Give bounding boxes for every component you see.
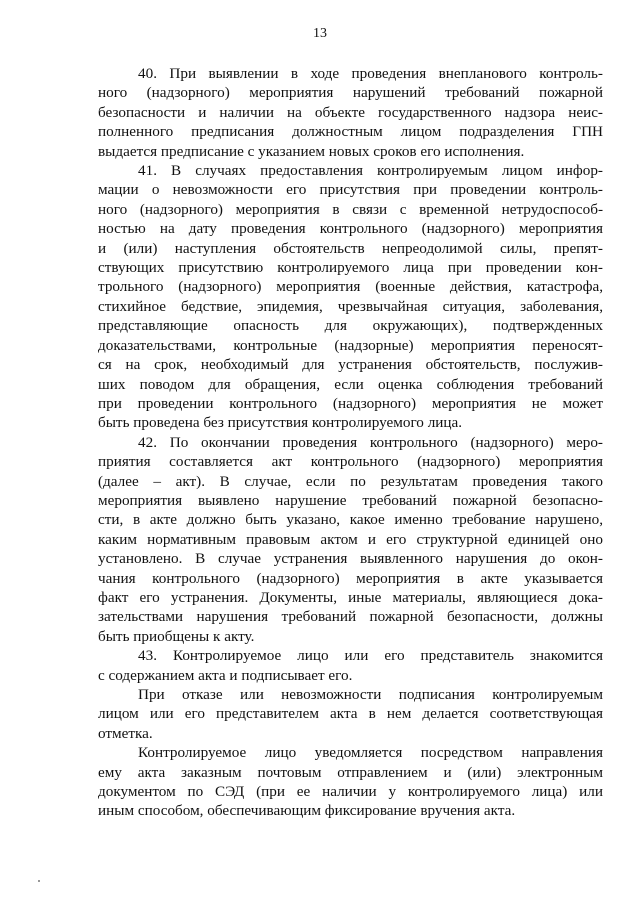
text-line: 41. В случаях предоставления контролируемым лицом инфор-	[138, 162, 603, 180]
text-line: при проведении контрольного (надзорного) мероприятия не может	[98, 394, 603, 412]
text-line: иным способом, обеспечивающим фиксирование вручения акта.	[98, 802, 516, 820]
text-line: трольного (надзорного) мероприятия (военные действия, катастрофа,	[98, 278, 603, 296]
text-line: документом по СЭД (при ее наличии у контролируемого лица) или	[98, 783, 603, 801]
text-line: стихийное бедствие, эпидемия, чрезвычайная ситуация, заболевания,	[98, 297, 603, 315]
text-line: мероприятия выявлено нарушение требований пожарной безопасно-	[98, 491, 603, 509]
text-line: ся на срок, необходимый для устранения обстоятельств, послужив-	[98, 356, 603, 374]
text-line: Контролируемое лицо уведомляется посредством направления	[138, 744, 603, 762]
text-line: чания контрольного (надзорного) мероприятия в акте указывается	[98, 569, 603, 587]
text-line: приятия составляется акт контрольного (надзорного) мероприятия	[98, 453, 603, 471]
text-line: быть приобщены к акту.	[98, 627, 255, 645]
paragraph	[98, 433, 603, 646]
text-line: ного (надзорного) мероприятия нарушений требований пожарной	[98, 84, 603, 102]
document-body	[98, 64, 603, 821]
text-line: доказательствами, контрольные (надзорные) мероприятия переносят-	[98, 336, 603, 354]
text-line: мации о невозможности его присутствия при проведении контроль-	[98, 181, 603, 199]
paragraph	[98, 743, 603, 821]
text-line: и (или) наступления обстоятельств непреодолимой силы, препят-	[98, 239, 603, 257]
text-line: безопасности и наличии на объекте государственного надзора неис-	[98, 103, 603, 121]
text-line: установлено. В случае устранения выявленного нарушения до окон-	[98, 550, 603, 568]
text-line: ему акта заказным почтовым отправлением и (или) электронным	[98, 763, 603, 781]
text-line: ностью на дату проведения контрольного (надзорного) мероприятия	[98, 220, 603, 238]
text-line: выдается предписание с указанием новых сроков его исполнения.	[98, 142, 525, 160]
text-line: При отказе или невозможности подписания контролируемым	[138, 686, 603, 703]
text-line: 43. Контролируемое лицо или его представитель знакомится	[138, 647, 603, 665]
text-line: с содержанием акта и подписывает его.	[98, 666, 353, 684]
paragraph	[98, 646, 603, 685]
page-number: 13	[313, 26, 327, 41]
paragraph	[98, 161, 603, 433]
scan-artifact-dot	[38, 880, 40, 882]
text-line: факт его устранения. Документы, иные материалы, являющиеся дока-	[98, 588, 603, 606]
text-line: отметка.	[98, 724, 153, 742]
text-line: (далее – акт). В случае, если по результатам проведения такого	[98, 472, 603, 490]
text-line: ствующих присутствию контролируемого лица при проведении кон-	[98, 259, 603, 277]
paragraph	[98, 685, 603, 743]
text-line: каким нормативным правовым актом и его структурной единицей оно	[98, 530, 603, 548]
text-line: 42. По окончании проведения контрольного (надзорного) меро-	[138, 433, 603, 451]
text-line: ших поводом для обращения, если оценка соблюдения требований	[98, 375, 603, 393]
text-line: 40. При выявлении в ходе проведения внепланового контроль-	[138, 65, 603, 82]
text-line: ного (надзорного) мероприятия в связи с временной нетрудоспособ-	[98, 200, 603, 218]
text-line: сти, в акте должно быть указано, какое именно требование нарушено,	[98, 511, 603, 529]
text-line: лицом или его представителем акта в нем делается соответствующая	[98, 705, 603, 723]
text-line: представляющие опасность для окружающих), подтвержденных	[98, 317, 603, 335]
text-line: зательствами нарушения требований пожарной безопасности, должны	[98, 608, 603, 626]
text-line: быть проведена без присутствия контролируемого лица.	[98, 414, 463, 432]
text-line: полненного предписания должностным лицом подразделения ГПН	[98, 123, 603, 141]
paragraph	[98, 64, 603, 161]
